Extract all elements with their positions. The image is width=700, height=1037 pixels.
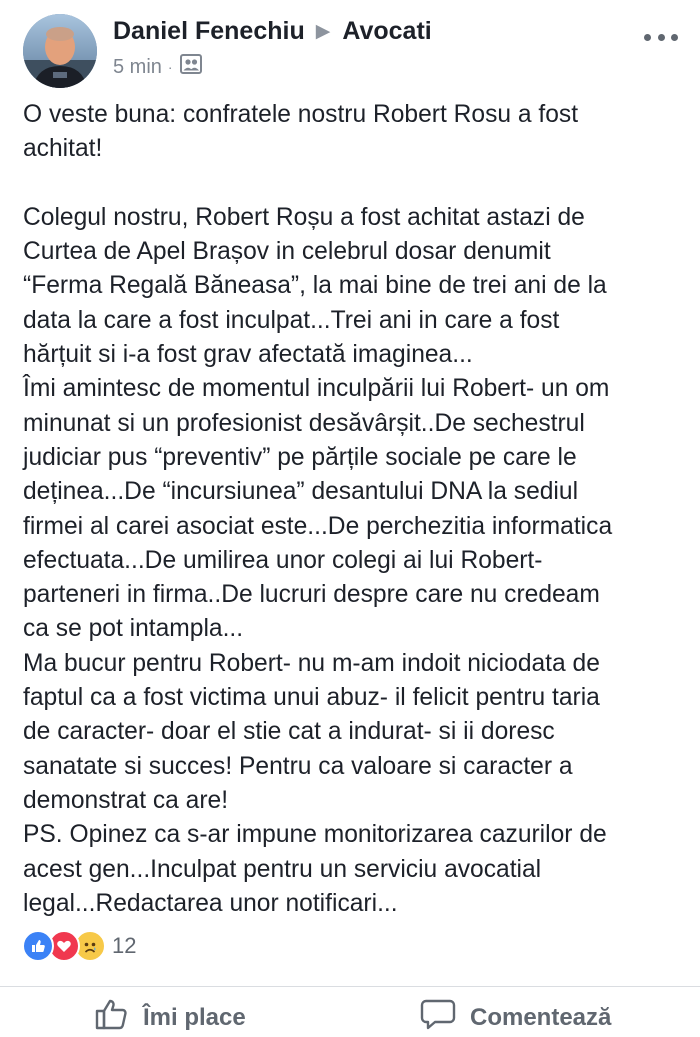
reaction-count: 12 (112, 933, 137, 958)
post-text-line: hărțuit si i-a fost grav afectată imaginea... (23, 341, 473, 369)
thumbs-up-icon (95, 998, 143, 1037)
post-text-line: efectuata...De umilirea unor colegi ai lui Robert- (23, 546, 543, 574)
comment-bubble-icon (420, 998, 470, 1037)
post-text-line: firmei al carei asociat este...De perchezitia informatica (23, 512, 613, 540)
like-button[interactable] (95, 998, 246, 1037)
group-arrow-icon: ▶ (315, 21, 331, 42)
comment-button[interactable] (420, 998, 611, 1037)
post-text-line: data la care a fost inculpat...Trei ani in care a fost (23, 306, 560, 334)
post-text-line: Ma bucur pentru Robert- nu m-am indoit niciodata de (23, 649, 600, 677)
post-text-line: PS. Opinez ca s-ar impune monitorizarea cazurilor de (23, 821, 607, 849)
post-text-line: minunat si un profesionist desăvârșit..De sechestrul (23, 409, 585, 437)
post-text-line: de caracter- doar el stie cat a indurat- si ii doresc (23, 718, 555, 746)
post-text-line: Curtea de Apel Brașov in celebrul dosar denumit (23, 238, 551, 266)
post-text-line: demonstrat ca are! (23, 786, 229, 814)
author-name[interactable]: Daniel Fenechiu (113, 17, 305, 45)
reaction-icons (22, 930, 100, 962)
author-line (113, 17, 432, 46)
post-text-line: judiciar pus “preventiv” pe părțile sociale pe care le (23, 443, 577, 471)
post-meta (113, 54, 202, 80)
post-text-line: legal...Redactarea unor notificari... (23, 889, 398, 917)
post-text-line: deținea...De “incursiunea” desantului DNA la sediul (23, 478, 579, 506)
post-text-line: ca se pot intampla... (23, 615, 244, 643)
post-text-line: “Ferma Regală Băneasa”, la mai bine de trei ani de la (23, 272, 607, 300)
post-text-line: Îmi amintesc de momentul inculpării lui Robert- un om (23, 375, 610, 403)
comment-button-label: Comentează (470, 1003, 612, 1031)
post-text-line: sanatate si succes! Pentru ca valoare si caracter a (23, 752, 573, 780)
author-avatar[interactable] (23, 14, 97, 88)
group-audience-icon[interactable] (180, 54, 202, 80)
more-options-icon[interactable] (644, 30, 678, 44)
post-header (0, 0, 700, 96)
post-timestamp[interactable]: 5 min (113, 55, 162, 78)
reactions-summary[interactable] (22, 930, 136, 962)
like-reaction-icon (22, 930, 54, 962)
meta-separator: · (167, 59, 173, 75)
post-actions (0, 988, 700, 1036)
post-body (23, 98, 683, 921)
post-text-line: parteneri in firma..De lucruri despre care nu credeam (23, 581, 600, 609)
post-text-line: O veste buna: confratele nostru Robert Rosu a fost (23, 101, 579, 128)
post-text-line: Colegul nostru, Robert Roșu a fost achitat astazi de (23, 203, 585, 231)
like-button-label: Îmi place (143, 1003, 246, 1031)
group-name[interactable]: Avocati (342, 17, 432, 45)
post-text-line: achitat! (23, 135, 103, 163)
post-text-line: faptul ca a fost victima unui abuz- il felicit pentru taria (23, 684, 600, 712)
post-text-line: acest gen...Inculpat pentru un serviciu avocatial (23, 855, 542, 883)
paragraph-gap (23, 167, 683, 201)
actions-divider (0, 986, 700, 987)
